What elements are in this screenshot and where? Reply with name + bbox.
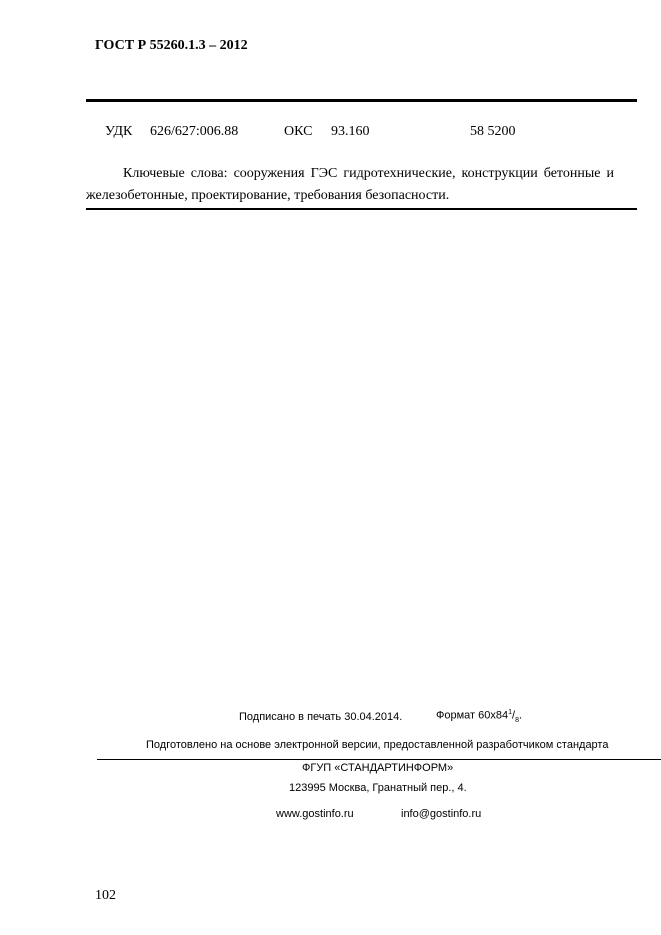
udk-label: УДК [105, 124, 133, 139]
oks-label: ОКС [284, 124, 313, 139]
keywords-paragraph: Ключевые слова: сооружения ГЭС гидротехнические, конструкции бетонные и железобетонные, проектирование, требования безопасности. [86, 166, 614, 203]
format-denominator: 8 [515, 716, 519, 724]
top-divider [86, 99, 637, 102]
okstu-code: 58 5200 [470, 124, 516, 139]
keywords-divider [86, 208, 637, 210]
paper-format: Формат $60x84^1/_8$. [436, 709, 523, 724]
publisher-address: 123995 Москва, Гранатный пер., 4. [289, 782, 467, 794]
udk-value: 626/627:006.88 [150, 124, 239, 139]
document-title: ГОСТ Р 55260.1.3 – 2012 [95, 38, 248, 53]
format-numerator: 1 [508, 709, 513, 716]
prepared-note: Подготовлено на основе электронной версии, предоставленной разработчиком стандарта [146, 739, 609, 751]
imprint-divider [97, 759, 661, 760]
format-prefix: Формат 60x84 [436, 709, 509, 722]
email-link[interactable]: info@gostinfo.ru [401, 808, 482, 820]
signed-for-print: Подписано в печать 30.04.2014. [239, 711, 403, 723]
website-link[interactable]: www.gostinfo.ru [276, 808, 354, 820]
oks-value: 93.160 [331, 124, 370, 139]
page-number: 102 [95, 888, 116, 903]
publisher-name: ФГУП «СТАНДАРТИНФОРМ» [302, 762, 454, 774]
format-suffix: . [518, 709, 523, 722]
